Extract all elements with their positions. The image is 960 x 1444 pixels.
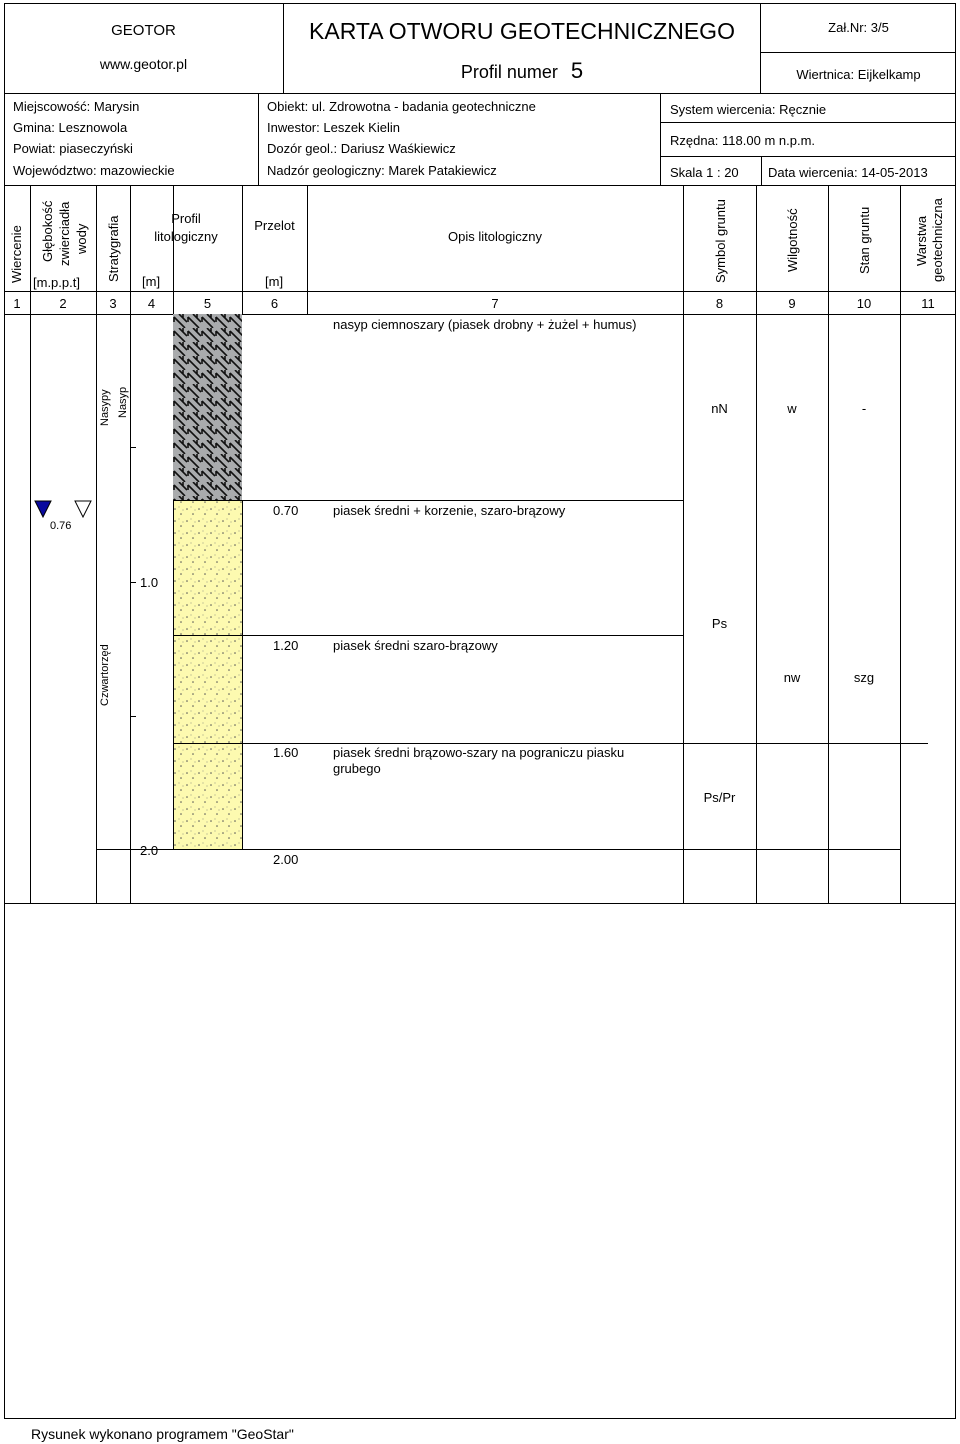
soil-symbol: Ps/Pr	[703, 790, 736, 805]
soil-symbol: nN	[711, 401, 728, 416]
layer-depth: 1.20	[273, 638, 299, 653]
object: Obiekt: ul. Zdrowotna - badania geotechniczne	[267, 99, 536, 114]
layer-fill-sand-3	[173, 743, 242, 850]
profile-label: Profil numer	[460, 62, 558, 82]
col-number: 9	[788, 296, 796, 311]
strat-czwartorzed: Czwartorzęd	[99, 644, 111, 706]
col-warstwa-1: Warstwa	[914, 215, 929, 266]
profile-number: 5	[570, 58, 584, 83]
locality: Miejscowość: Marysin	[13, 99, 140, 114]
attachment-number: Zał.Nr: 3/5	[828, 20, 889, 35]
col-glebokosc-3: wody	[74, 223, 89, 254]
drilling-date: Data wiercenia: 14-05-2013	[768, 165, 928, 180]
col-profil-unit: [m]	[142, 274, 161, 289]
drilling-system: System wiercenia: Ręcznie	[670, 102, 827, 117]
col-number: 5	[203, 296, 212, 311]
footer-note: Rysunek wykonano programem "GeoStar"	[31, 1426, 294, 1442]
col-przelot: Przelot	[254, 218, 295, 233]
strat-nasyp: Nasyp	[117, 386, 129, 418]
col-glebokosc-unit: [m.p.p.t]	[33, 275, 80, 290]
col-symbol: Symbol gruntu	[713, 199, 728, 283]
col-opis: Opis litologiczny	[448, 229, 542, 244]
soil-state: szg	[853, 670, 875, 685]
col-warstwa-2: geotechniczna	[930, 198, 945, 282]
water-level-icon	[34, 500, 94, 520]
voivodeship: Województwo: mazowieckie	[13, 163, 175, 178]
col-number: 1	[13, 296, 21, 311]
scale: Skala 1 : 20	[670, 165, 739, 180]
soil-state: -	[861, 401, 867, 416]
layer-description: grubego	[333, 761, 381, 776]
county: Powiat: piaseczyński	[13, 141, 133, 156]
bottom-depth: 2.00	[273, 852, 299, 867]
layer-fill-sand-2	[173, 635, 242, 743]
commune: Gmina: Lesznowola	[13, 120, 128, 135]
col-number: 4	[147, 296, 156, 311]
layer-depth: 1.60	[273, 745, 299, 760]
page-title: KARTA OTWORU GEOTECHNICZNEGO	[309, 18, 735, 44]
col-wiercenie: Wiercenie	[9, 225, 24, 283]
scale-tick-1: 1.0	[140, 575, 159, 590]
company-website: www.geotor.pl	[99, 56, 188, 72]
soil-moisture: nw	[783, 670, 801, 685]
geological-supervision: Nadzór geologiczny: Marek Patakiewicz	[267, 163, 497, 178]
strat-nasypy: Nasypy	[99, 389, 111, 426]
col-przelot-unit: [m]	[265, 274, 284, 289]
col-profil-1: Profil	[171, 211, 201, 226]
layer-description: piasek średni + korzenie, szaro-brązowy	[333, 503, 566, 518]
col-number: 6	[270, 296, 279, 311]
supervision: Dozór geol.: Dariusz Waśkiewicz	[267, 141, 456, 156]
col-number: 11	[921, 296, 935, 311]
company-name: GEOTOR	[111, 22, 176, 39]
soil-symbol: Ps	[711, 616, 728, 631]
elevation: Rzędna: 118.00 m n.p.m.	[670, 133, 816, 148]
lithology-profile	[173, 314, 243, 850]
soil-moisture: w	[787, 401, 797, 416]
layer-depth: 0.70	[273, 503, 299, 518]
layer-description: nasyp ciemnoszary (piasek drobny + żużel + humus)	[333, 317, 637, 332]
layer-fill-nasyp	[173, 314, 242, 501]
profile-number-line	[284, 58, 760, 85]
col-stratygrafia: Stratygrafia	[106, 215, 121, 282]
col-number: 8	[715, 296, 724, 311]
water-level-value: 0.76	[50, 520, 72, 532]
layer-description: piasek średni szaro-brązowy	[333, 638, 498, 653]
col-number: 2	[59, 296, 67, 311]
drilling-rig: Wiertnica: Eijkelkamp	[796, 67, 921, 82]
col-glebokosc-1: Głębokość	[40, 200, 55, 262]
scale-tick-2: 2.0	[140, 843, 159, 858]
col-stan: Stan gruntu	[857, 206, 872, 274]
col-wilgotnosc: Wilgotność	[785, 208, 800, 272]
layer-description: piasek średni brązowo-szary na pograniczu piasku	[333, 745, 625, 760]
layer-fill-sand-1	[173, 501, 242, 635]
col-number: 10	[856, 296, 872, 311]
col-glebokosc-2: zwierciadła	[57, 201, 72, 266]
col-profil-2: litologiczny	[154, 229, 218, 244]
investor: Inwestor: Leszek Kielin	[267, 120, 400, 135]
col-number: 3	[109, 296, 117, 311]
col-number: 7	[491, 296, 499, 311]
